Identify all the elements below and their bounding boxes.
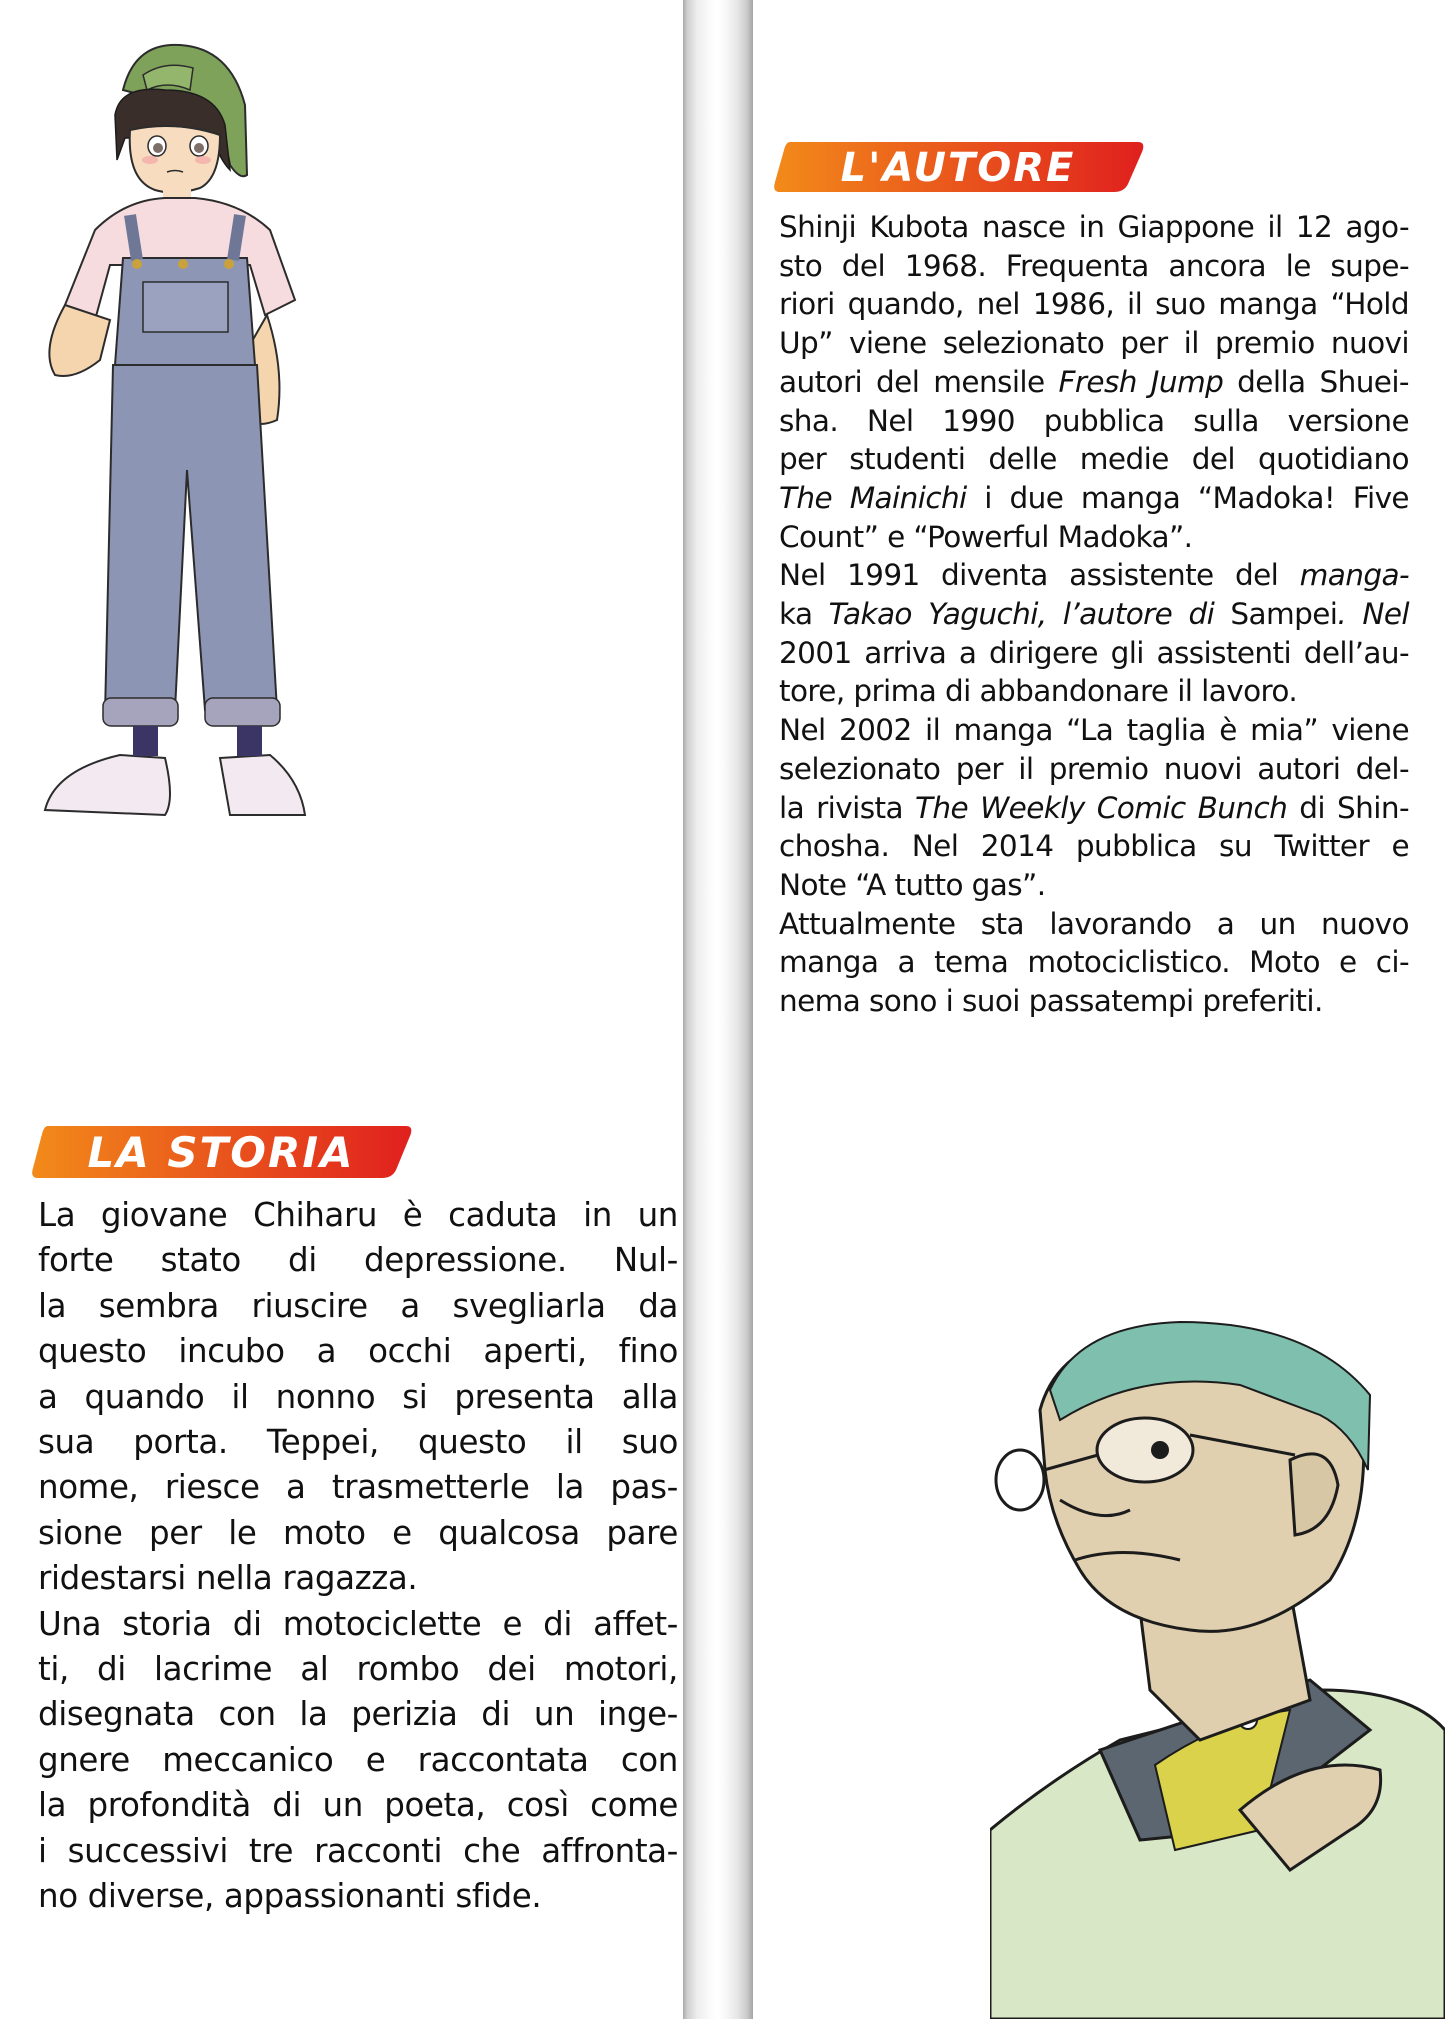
italic-title: . Nel [1337,597,1409,632]
story-line: no diverse, appassionanti sfide. [38,1877,542,1916]
author-heading-art-icon [772,138,1144,194]
story-line: a quando il nonno si presenta alla [38,1377,678,1416]
chiharu-illustration [15,20,345,830]
story-line: sua porta. Teppei, questo il suo [38,1423,678,1462]
author-heading-text: L'AUTORE [840,145,1076,191]
story-line: Una storia di motociclette e di affet- [38,1604,678,1643]
story-heading-text: LA STORIA [87,1128,355,1177]
author-line: Note “A tutto gas”. [779,867,1046,902]
author-line: ka Takao Yaguchi, l’autore di Sampei. Nel [779,597,1409,632]
story-heading-art-icon [30,1122,412,1180]
story-line: questo incubo a occhi aperti, fino [38,1332,678,1371]
page-spine-divider [683,0,753,2019]
story-line: la sembra riuscire a svegliarla da [38,1286,678,1325]
author-line: riori quando, nel 1986, il suo manga “Hold [779,287,1409,322]
author-line: la rivista The Weekly Comic Bunch di Shin- [779,790,1409,825]
author-line: Shinji Kubota nasce in Giappone il 12 ago- [779,210,1409,244]
author-line: chosha. Nel 2014 pubblica su Twitter e [779,829,1409,864]
author-line: Up” viene selezionato per il premio nuovi [779,326,1409,361]
story-line: la profondità di un poeta, così come [38,1786,678,1825]
author-line: sto del 1968. Frequenta ancora le supe- [779,248,1409,283]
story-line: disegnata con la perizia di un inge- [38,1695,678,1734]
italic-title: manga- [1299,558,1409,593]
author-text-block [779,208,1409,1021]
teppei-illustration [990,1310,1445,2019]
author-line: 2001 arriva a dirigere gli assistenti dell’au- [779,635,1409,670]
author-heading-logo [772,138,1144,194]
italic-title: Takao Yaguchi, l’autore di [812,597,1231,632]
story-line: La giovane Chiharu è caduta in un [38,1196,678,1234]
story-heading-logo [30,1122,412,1180]
story-line: ridestarsi nella ragazza. [38,1559,418,1598]
author-line: Count” e “Powerful Madoka”. [779,519,1193,554]
story-line: ti, di lacrime al rombo dei motori, [38,1650,678,1689]
author-line: tore, prima di abbandonare il lavoro. [779,674,1298,709]
story-line: nome, riesce a trasmetterle la pas- [38,1468,678,1507]
story-line: forte stato di depressione. Nul- [38,1241,678,1280]
author-line: Attualmente sta lavorando a un nuovo [779,906,1409,941]
author-line: selezionato per il premio nuovi autori del- [779,751,1409,786]
author-line: nema sono i suoi passatempi preferiti. [779,984,1323,1019]
author-line: per studenti delle medie del quotidiano [779,442,1409,477]
author-line: manga a tema motociclistico. Moto e ci- [779,945,1409,980]
teppei-figure-icon [990,1310,1445,2019]
story-line: gnere meccanico e raccontata con [38,1740,678,1779]
author-line: sha. Nel 1990 pubblica sulla versione [779,403,1409,438]
author-line: Nel 1991 diventa assistente del manga- [779,558,1409,593]
chiharu-figure-icon [15,20,345,830]
story-text-block [38,1193,678,1920]
story-line: i successivi tre racconti che affronta- [38,1831,678,1870]
author-line: autori del mensile Fresh Jump della Shuei- [779,364,1409,399]
author-line: The Mainichi i due manga “Madoka! Five [779,480,1409,515]
story-line: sione per le moto e qualcosa pare [38,1513,678,1552]
italic-title: The Mainichi [779,480,967,515]
italic-title: The Weekly Comic Bunch [914,790,1288,825]
author-line: Nel 2002 il manga “La taglia è mia” viene [779,713,1409,748]
italic-title: Fresh Jump [1058,364,1224,399]
